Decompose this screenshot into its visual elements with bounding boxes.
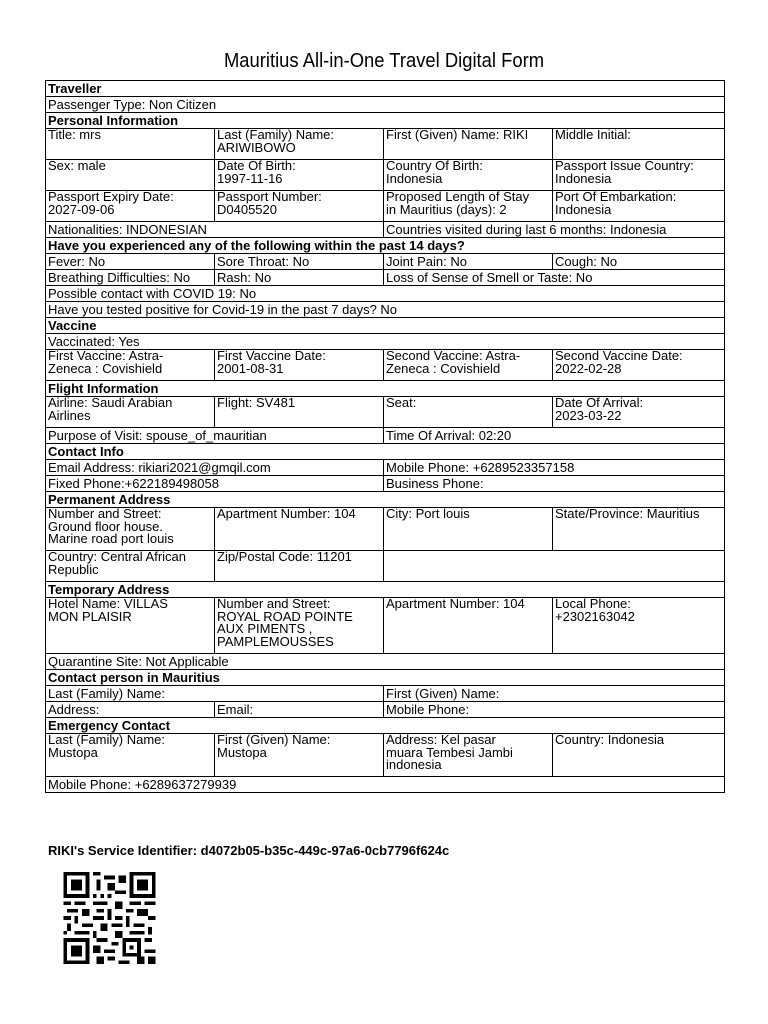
permanent-city-field: City: Port louis bbox=[384, 508, 553, 551]
permanent-country-field: Country: Central African Republic bbox=[46, 551, 215, 582]
contact-last-name-field: Last (Family) Name: bbox=[46, 686, 384, 702]
temporary-apartment-field: Apartment Number: 104 bbox=[384, 598, 553, 654]
dob-field: Date Of Birth: 1997-11-16 bbox=[215, 160, 384, 191]
seat-field: Seat: bbox=[384, 397, 553, 428]
permanent-apartment-field: Apartment Number: 104 bbox=[215, 508, 384, 551]
permanent-empty-cell bbox=[384, 551, 725, 582]
contact-email-field: Email: bbox=[215, 702, 384, 718]
service-identifier: RIKI's Service Identifier: d4072b05-b35c-449c-97a6-0cb7796f624c bbox=[48, 843, 450, 858]
contact-address-field: Address: bbox=[46, 702, 215, 718]
emergency-first-name-field: First (Given) Name: Mustopa bbox=[215, 734, 384, 777]
fever-field: Fever: No bbox=[46, 254, 215, 270]
passport-number-field: Passport Number: D0405520 bbox=[215, 191, 384, 222]
first-vaccine-field: First Vaccine: Astra- Zeneca : Covishield bbox=[46, 350, 215, 381]
first-vaccine-date-field: First Vaccine Date: 2001-08-31 bbox=[215, 350, 384, 381]
emergency-country-field: Country: Indonesia bbox=[553, 734, 725, 777]
permanent-zip-field: Zip/Postal Code: 11201 bbox=[215, 551, 384, 582]
sex-field: Sex: male bbox=[46, 160, 215, 191]
arrival-time-field: Time Of Arrival: 02:20 bbox=[384, 428, 725, 444]
qr-code-icon bbox=[58, 872, 161, 964]
permanent-street-field: Number and Street: Ground floor house. Marine road port louis bbox=[46, 508, 215, 551]
tested-positive-field: Have you tested positive for Covid-19 in the past 7 days? No bbox=[46, 302, 725, 318]
emergency-address-field: Address: Kel pasar muara Tembesi Jambi indonesia bbox=[384, 734, 553, 777]
flight-number-field: Flight: SV481 bbox=[215, 397, 384, 428]
covid-contact-field: Possible contact with COVID 19: No bbox=[46, 286, 725, 302]
contact-mobile-field: Mobile Phone: bbox=[384, 702, 725, 718]
hotel-name-field: Hotel Name: VILLAS MON PLAISIR bbox=[46, 598, 215, 654]
section-contact-info: Contact Info bbox=[46, 444, 725, 460]
section-temporary-address: Temporary Address bbox=[46, 582, 725, 598]
passport-issue-country-field: Passport Issue Country: Indonesia bbox=[553, 160, 725, 191]
middle-initial-field: Middle Initial: bbox=[553, 129, 725, 160]
section-permanent-address: Permanent Address bbox=[46, 492, 725, 508]
passport-expiry-field: Passport Expiry Date: 2027-09-06 bbox=[46, 191, 215, 222]
purpose-field: Purpose of Visit: spouse_of_mauritian bbox=[46, 428, 384, 444]
section-personal-information: Personal Information bbox=[46, 113, 725, 129]
passenger-type: Passenger Type: Non Citizen bbox=[46, 97, 725, 113]
travel-form-table bbox=[45, 80, 725, 793]
smell-taste-field: Loss of Sense of Smell or Taste: No bbox=[384, 270, 725, 286]
emergency-mobile-field: Mobile Phone: +6289637279939 bbox=[46, 777, 725, 793]
fixed-phone-field: Fixed Phone:+622189498058 bbox=[46, 476, 384, 492]
country-of-birth-field: Country Of Birth: Indonesia bbox=[384, 160, 553, 191]
first-name-field: First (Given) Name: RIKI bbox=[384, 129, 553, 160]
quarantine-site-field: Quarantine Site: Not Applicable bbox=[46, 654, 725, 670]
section-emergency-contact: Emergency Contact bbox=[46, 718, 725, 734]
email-field: Email Address: rikiari2021@gmqil.com bbox=[46, 460, 384, 476]
second-vaccine-date-field: Second Vaccine Date: 2022-02-28 bbox=[553, 350, 725, 381]
mobile-phone-field: Mobile Phone: +6289523357158 bbox=[384, 460, 725, 476]
section-flight-information: Flight Information bbox=[46, 381, 725, 397]
countries-visited-field: Countries visited during last 6 months: Indonesia bbox=[384, 222, 725, 238]
emergency-last-name-field: Last (Family) Name: Mustopa bbox=[46, 734, 215, 777]
vaccinated-field: Vaccinated: Yes bbox=[46, 334, 725, 350]
nationalities-field: Nationalities: INDONESIAN bbox=[46, 222, 384, 238]
joint-pain-field: Joint Pain: No bbox=[384, 254, 553, 270]
title-field: Title: mrs bbox=[46, 129, 215, 160]
cough-field: Cough: No bbox=[553, 254, 725, 270]
section-contact-person: Contact person in Mauritius bbox=[46, 670, 725, 686]
section-vaccine: Vaccine bbox=[46, 318, 725, 334]
port-embarkation-field: Port Of Embarkation: Indonesia bbox=[553, 191, 725, 222]
last-name-field: Last (Family) Name: ARIWIBOWO bbox=[215, 129, 384, 160]
breathing-field: Breathing Difficulties: No bbox=[46, 270, 215, 286]
stay-length-field: Proposed Length of Stay in Mauritius (days): 2 bbox=[384, 191, 553, 222]
rash-field: Rash: No bbox=[215, 270, 384, 286]
local-phone-field: Local Phone: +2302163042 bbox=[553, 598, 725, 654]
section-traveller: Traveller bbox=[46, 81, 725, 97]
contact-first-name-field: First (Given) Name: bbox=[384, 686, 725, 702]
temporary-street-field: Number and Street: ROYAL ROAD POINTE AUX PIMENTS , PAMPLEMOUSSES bbox=[215, 598, 384, 654]
arrival-date-field: Date Of Arrival: 2023-03-22 bbox=[553, 397, 725, 428]
business-phone-field: Business Phone: bbox=[384, 476, 725, 492]
second-vaccine-field: Second Vaccine: Astra- Zeneca : Covishield bbox=[384, 350, 553, 381]
page-title: Mauritius All-in-One Travel Digital Form bbox=[223, 50, 545, 72]
sore-throat-field: Sore Throat: No bbox=[215, 254, 384, 270]
section-symptoms: Have you experienced any of the following within the past 14 days? bbox=[46, 238, 725, 254]
permanent-state-field: State/Province: Mauritius bbox=[553, 508, 725, 551]
airline-field: Airline: Saudi Arabian Airlines bbox=[46, 397, 215, 428]
